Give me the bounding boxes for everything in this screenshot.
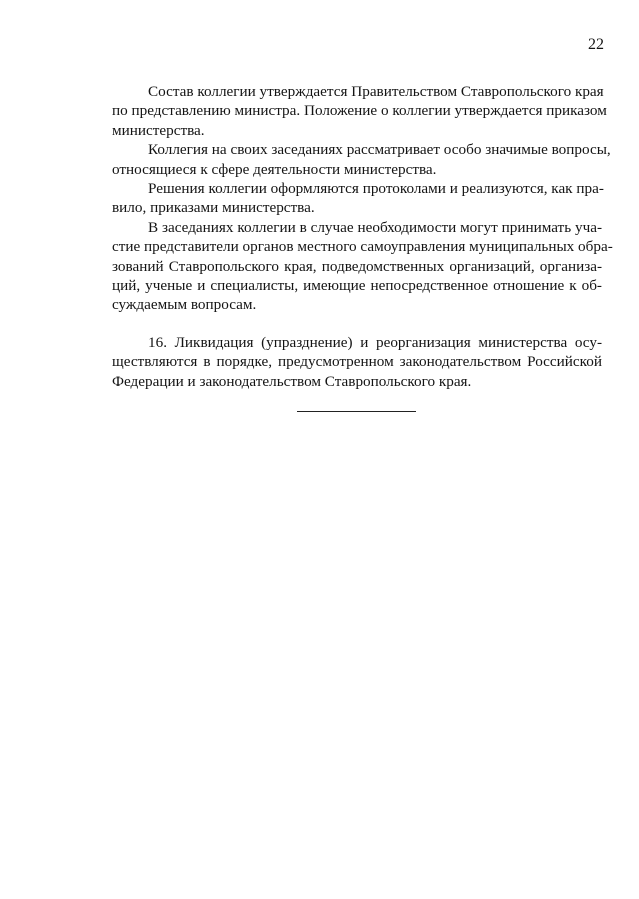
document-end-rule bbox=[297, 411, 416, 412]
text-line: Состав коллегии утверждается Правительством Ставропольского края bbox=[148, 83, 604, 100]
text-line: министерства. bbox=[112, 121, 205, 139]
text-line: В заседаниях коллегии в случае необходимости могут принимать уча- bbox=[148, 218, 602, 236]
text-line: Решения коллегии оформляются протоколами и реализуются, как пра- bbox=[148, 180, 604, 198]
text-line: относящиеся к сфере деятельности министерства. bbox=[112, 160, 437, 178]
text-line: вило, приказами министерства. bbox=[112, 199, 315, 217]
page-number: 22 bbox=[588, 36, 604, 53]
document-body bbox=[112, 82, 613, 391]
text-line: 16. Ликвидация (упразднение) и реорганизация министерства осу- bbox=[148, 333, 602, 351]
text-line: стие представители органов местного самоуправления муниципальных обра- bbox=[112, 238, 613, 256]
paragraph-collegium-decisions bbox=[112, 179, 602, 218]
paragraph-spacer bbox=[112, 315, 602, 333]
text-line: ций, ученые и специалисты, имеющие непосредственное отношение к об- bbox=[112, 277, 602, 295]
text-line: Коллегия на своих заседаниях рассматривает особо значимые вопросы, bbox=[148, 141, 611, 159]
text-line: зований Ставропольского края, подведомственных организаций, организа- bbox=[112, 257, 602, 275]
text-line: суждаемым вопросам. bbox=[112, 296, 257, 314]
paragraph-collegium-participants bbox=[112, 218, 613, 315]
text-line: ществляются в порядке, предусмотренном законодательством Российской bbox=[112, 353, 602, 371]
paragraph-collegium-questions bbox=[112, 140, 611, 179]
paragraph-item-16 bbox=[112, 333, 602, 391]
text-line: Федерации и законодательством Ставропольского края. bbox=[112, 372, 472, 390]
paragraph-collegium-composition bbox=[112, 82, 607, 140]
text-line: по представлению министра. Положение о коллегии утверждается приказом bbox=[112, 102, 607, 120]
